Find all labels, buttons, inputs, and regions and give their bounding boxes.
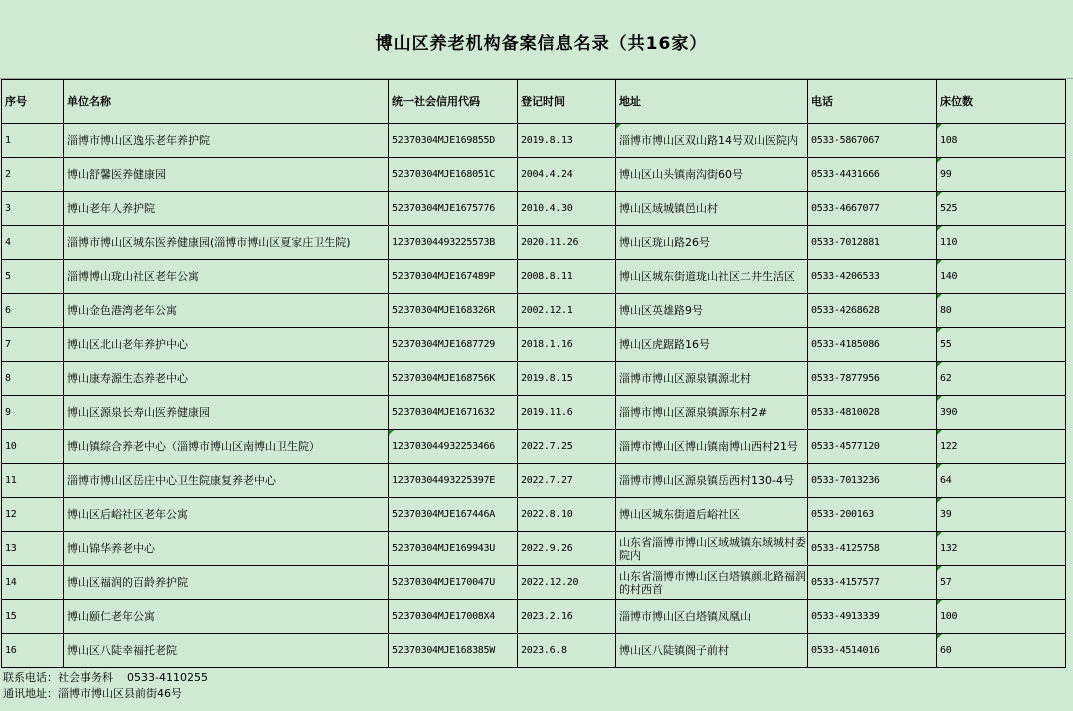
cell-beds[interactable]: 64 (937, 464, 1066, 498)
cell-credit-code[interactable]: 52370304MJE1675776 (389, 192, 518, 226)
cell-credit-code[interactable]: 52370304MJE168051C (389, 158, 518, 192)
cell-credit-code[interactable]: 52370304MJE167489P (389, 260, 518, 294)
cell-credit-code[interactable]: 52370304MJE169943U (389, 532, 518, 566)
cell-address[interactable]: 博山区珑山路26号 (616, 226, 808, 260)
table-row (2, 192, 1066, 226)
cell-address[interactable]: 淄博市博山区双山路14号双山医院内 (616, 124, 808, 158)
cell-unit-name[interactable]: 博山区北山老年养护中心 (64, 328, 389, 362)
table-row (2, 226, 1066, 260)
cell-credit-code[interactable]: 52370304MJE17008X4 (389, 600, 518, 634)
cell-phone[interactable]: 0533-4514016 (808, 634, 937, 668)
column-header-code[interactable]: 统一社会信用代码 (389, 80, 518, 124)
cell-address[interactable]: 山东省淄博市博山区白塔镇颜北路福润的村西首 (616, 566, 808, 600)
table-body (2, 124, 1066, 668)
cell-address[interactable]: 博山区虎踞路16号 (616, 328, 808, 362)
cell-register-date[interactable]: 2020.11.26 (518, 226, 616, 260)
cell-unit-name[interactable]: 博山镇综合养老中心（淄博市博山区南博山卫生院） (64, 430, 389, 464)
cell-register-date[interactable]: 2018.1.16 (518, 328, 616, 362)
cell-unit-name[interactable]: 博山区后峪社区老年公寓 (64, 498, 389, 532)
cell-unit-name[interactable]: 博山区福润的百龄养护院 (64, 566, 389, 600)
cell-no[interactable]: 1 (2, 124, 64, 158)
cell-credit-code[interactable]: 52370304MJE168326R (389, 294, 518, 328)
cell-beds[interactable]: 122 (937, 430, 1066, 464)
cell-no[interactable]: 4 (2, 226, 64, 260)
cell-beds[interactable]: 140 (937, 260, 1066, 294)
table-row (2, 124, 1066, 158)
column-header-phone[interactable]: 电话 (808, 80, 937, 124)
cell-phone[interactable]: 0533-7012881 (808, 226, 937, 260)
cell-register-date[interactable]: 2019.8.15 (518, 362, 616, 396)
cell-credit-code[interactable]: 52370304MJE168756K (389, 362, 518, 396)
cell-no[interactable]: 5 (2, 260, 64, 294)
cell-phone[interactable]: 0533-4431666 (808, 158, 937, 192)
cell-beds[interactable]: 62 (937, 362, 1066, 396)
cell-beds[interactable]: 132 (937, 532, 1066, 566)
table-row (2, 430, 1066, 464)
cell-beds[interactable]: 108 (937, 124, 1066, 158)
cell-address[interactable]: 淄博市博山区白塔镇凤凰山 (616, 600, 808, 634)
cell-beds[interactable]: 80 (937, 294, 1066, 328)
records-table (1, 79, 1066, 668)
cell-register-date[interactable]: 2023.2.16 (518, 600, 616, 634)
table-row (2, 158, 1066, 192)
cell-unit-name[interactable]: 淄博市博山区逸乐老年养护院 (64, 124, 389, 158)
cell-address[interactable]: 博山区山头镇南沟街60号 (616, 158, 808, 192)
cell-phone[interactable]: 0533-4810028 (808, 396, 937, 430)
column-header-name[interactable]: 单位名称 (64, 80, 389, 124)
cell-address[interactable]: 淄博市博山区源泉镇源北村 (616, 362, 808, 396)
cell-unit-name[interactable]: 淄博市博山区城东医养健康园(淄博市博山区夏家庄卫生院) (64, 226, 389, 260)
cell-credit-code[interactable]: 52370304MJE1687729 (389, 328, 518, 362)
cell-unit-name[interactable]: 博山金色港湾老年公寓 (64, 294, 389, 328)
cell-credit-code[interactable]: 52370304MJE167446A (389, 498, 518, 532)
table-row (2, 634, 1066, 668)
page-title: 博山区养老机构备案信息名录（共16家） (375, 33, 708, 54)
cell-address[interactable]: 淄博市博山区博山镇南博山西村21号 (616, 430, 808, 464)
table-row (2, 260, 1066, 294)
cell-no[interactable]: 14 (2, 566, 64, 600)
cell-address[interactable]: 博山区八陡镇阁子前村 (616, 634, 808, 668)
cell-no[interactable]: 10 (2, 430, 64, 464)
cell-register-date[interactable]: 2002.12.1 (518, 294, 616, 328)
cell-beds[interactable]: 60 (937, 634, 1066, 668)
cell-credit-code[interactable]: 52370304MJE169855D (389, 124, 518, 158)
cell-credit-code[interactable]: 52370304MJE1671632 (389, 396, 518, 430)
cell-phone[interactable]: 0533-4157577 (808, 566, 937, 600)
column-header-beds[interactable]: 床位数 (937, 80, 1066, 124)
table-row (2, 294, 1066, 328)
cell-phone[interactable]: 0533-4185086 (808, 328, 937, 362)
table-row (2, 600, 1066, 634)
column-header-no[interactable]: 序号 (2, 80, 64, 124)
cell-phone[interactable]: 0533-4577120 (808, 430, 937, 464)
cell-no[interactable]: 8 (2, 362, 64, 396)
cell-phone[interactable]: 0533-4667077 (808, 192, 937, 226)
footer-contact-label: 联系电话：社会事务科 (3, 671, 113, 684)
cell-register-date[interactable]: 2022.8.10 (518, 498, 616, 532)
footer-contact-phone: 0533-4110255 (127, 671, 208, 684)
cell-beds[interactable]: 525 (937, 192, 1066, 226)
cell-phone[interactable]: 0533-4125758 (808, 532, 937, 566)
cell-no[interactable]: 15 (2, 600, 64, 634)
cell-beds[interactable]: 99 (937, 158, 1066, 192)
cell-address[interactable]: 博山区域城镇邑山村 (616, 192, 808, 226)
table-row (2, 328, 1066, 362)
cell-register-date[interactable]: 2022.12.20 (518, 566, 616, 600)
cell-credit-code[interactable]: 52370304MJE168385W (389, 634, 518, 668)
footer-contact (3, 670, 208, 685)
cell-phone[interactable]: 0533-7013236 (808, 464, 937, 498)
cell-register-date[interactable]: 2022.7.27 (518, 464, 616, 498)
cell-address[interactable]: 山东省淄博市博山区域城镇东域城村委院内 (616, 532, 808, 566)
cell-credit-code[interactable]: 123703044932253466 (389, 430, 518, 464)
cell-no[interactable]: 13 (2, 532, 64, 566)
table-row (2, 464, 1066, 498)
cell-beds[interactable]: 55 (937, 328, 1066, 362)
cell-phone[interactable]: 0533-7877956 (808, 362, 937, 396)
cell-unit-name[interactable]: 淄博博山珑山社区老年公寓 (64, 260, 389, 294)
cell-register-date[interactable]: 2022.7.25 (518, 430, 616, 464)
cell-register-date[interactable]: 2010.4.30 (518, 192, 616, 226)
cell-beds[interactable]: 39 (937, 498, 1066, 532)
cell-register-date[interactable]: 2019.8.13 (518, 124, 616, 158)
header-row (2, 80, 1066, 124)
cell-address[interactable]: 博山区城东街道后峪社区 (616, 498, 808, 532)
cell-address[interactable]: 博山区英雄路9号 (616, 294, 808, 328)
cell-phone[interactable]: 0533-200163 (808, 498, 937, 532)
cell-no[interactable]: 2 (2, 158, 64, 192)
cell-no[interactable]: 11 (2, 464, 64, 498)
footer-address: 通讯地址：淄博市博山区县前街46号 (3, 687, 182, 700)
table-row (2, 498, 1066, 532)
cell-no[interactable]: 9 (2, 396, 64, 430)
cell-register-date[interactable]: 2019.11.6 (518, 396, 616, 430)
cell-address[interactable]: 博山区城东街道珑山社区二井生活区 (616, 260, 808, 294)
cell-phone[interactable]: 0533-4268628 (808, 294, 937, 328)
table-row (2, 532, 1066, 566)
cell-no[interactable]: 3 (2, 192, 64, 226)
cell-register-date[interactable]: 2023.6.8 (518, 634, 616, 668)
cell-beds[interactable]: 390 (937, 396, 1066, 430)
cell-unit-name[interactable]: 淄博市博山区岳庄中心卫生院康复养老中心 (64, 464, 389, 498)
cell-beds[interactable]: 100 (937, 600, 1066, 634)
column-header-address[interactable]: 地址 (616, 80, 808, 124)
cell-no[interactable]: 7 (2, 328, 64, 362)
cell-phone[interactable]: 0533-4206533 (808, 260, 937, 294)
cell-unit-name[interactable]: 博山老年人养护院 (64, 192, 389, 226)
cell-credit-code[interactable]: 12370304493225573B (389, 226, 518, 260)
cell-address[interactable]: 淄博市博山区源泉镇源东村2# (616, 396, 808, 430)
title-cell[interactable] (0, 0, 1073, 79)
cell-phone[interactable]: 0533-4913339 (808, 600, 937, 634)
cell-unit-name[interactable]: 博山舒馨医养健康园 (64, 158, 389, 192)
cell-no[interactable]: 16 (2, 634, 64, 668)
cell-beds[interactable]: 57 (937, 566, 1066, 600)
cell-no[interactable]: 12 (2, 498, 64, 532)
cell-address[interactable]: 淄博市博山区源泉镇岳西村130-4号 (616, 464, 808, 498)
cell-register-date[interactable]: 2008.8.11 (518, 260, 616, 294)
cell-unit-name[interactable]: 博山锦华养老中心 (64, 532, 389, 566)
cell-beds[interactable]: 110 (937, 226, 1066, 260)
cell-unit-name[interactable]: 博山颐仁老年公寓 (64, 600, 389, 634)
cell-unit-name[interactable]: 博山区源泉长寿山医养健康园 (64, 396, 389, 430)
cell-register-date[interactable]: 2022.9.26 (518, 532, 616, 566)
cell-unit-name[interactable]: 博山康寿源生态养老中心 (64, 362, 389, 396)
cell-no[interactable]: 6 (2, 294, 64, 328)
table-row (2, 566, 1066, 600)
table-row (2, 396, 1066, 430)
cell-credit-code[interactable]: 12370304493225397E (389, 464, 518, 498)
column-header-date[interactable]: 登记时间 (518, 80, 616, 124)
cell-unit-name[interactable]: 博山区八陡幸福托老院 (64, 634, 389, 668)
cell-credit-code[interactable]: 52370304MJE170047U (389, 566, 518, 600)
cell-phone[interactable]: 0533-5867067 (808, 124, 937, 158)
cell-register-date[interactable]: 2004.4.24 (518, 158, 616, 192)
table-row (2, 362, 1066, 396)
